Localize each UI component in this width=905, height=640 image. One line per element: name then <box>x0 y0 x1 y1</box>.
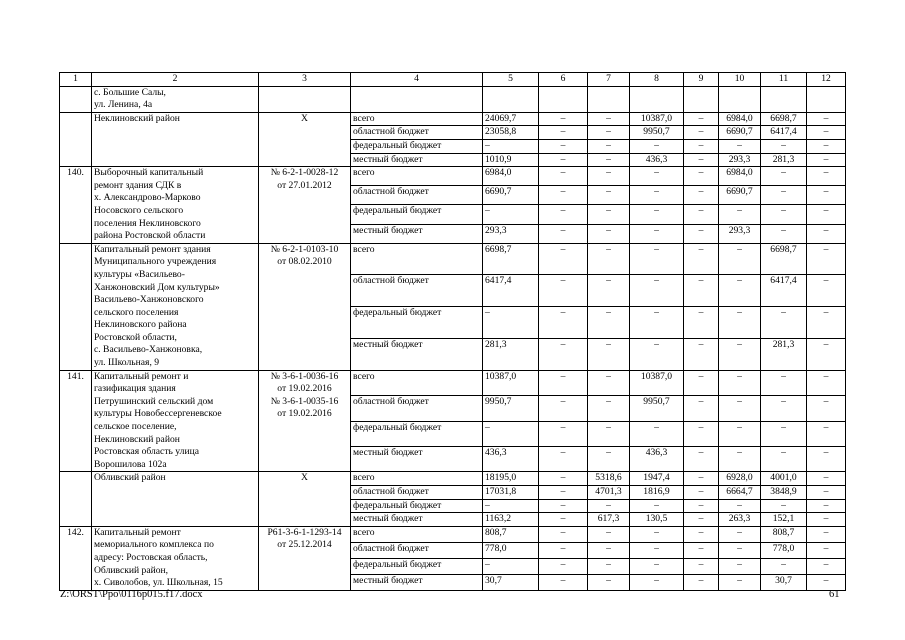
amount-cell: – <box>807 205 846 224</box>
header-cell: 8 <box>630 73 684 87</box>
amount-cell: – <box>630 542 684 558</box>
amount-cell: – <box>539 275 588 307</box>
header-cell: 1 <box>60 73 92 87</box>
amount-cell: – <box>807 421 846 446</box>
amount-cell: – <box>684 558 719 574</box>
amount-cell: 263,3 <box>719 513 761 527</box>
header-row <box>60 73 846 87</box>
item-number: 141. <box>60 370 92 472</box>
document-reference: X <box>259 112 351 166</box>
amount-cell: – <box>807 499 846 513</box>
funding-source: областной бюджет <box>351 486 483 500</box>
amount-cell: – <box>684 446 719 471</box>
amount-cell: – <box>539 243 588 275</box>
amount-cell: – <box>761 139 807 153</box>
amount-cell: 778,0 <box>483 542 539 558</box>
amount-cell: – <box>684 526 719 542</box>
amount-cell: – <box>630 243 684 275</box>
amount-cell: – <box>719 396 761 421</box>
amount-cell: – <box>539 499 588 513</box>
amount-cell: 808,7 <box>761 526 807 542</box>
amount-cell: – <box>807 112 846 126</box>
amount-cell: – <box>588 186 630 205</box>
amount-cell: – <box>630 558 684 574</box>
amount-cell: – <box>539 153 588 167</box>
amount-cell: – <box>588 542 630 558</box>
document-reference: Р61-3-6-1-1293-14 от 25.12.2014 <box>259 526 351 590</box>
amount-cell: 10387,0 <box>630 112 684 126</box>
amount-cell: – <box>719 275 761 307</box>
funding-source: всего <box>351 167 483 186</box>
amount-cell: – <box>588 167 630 186</box>
amount-cell: – <box>719 558 761 574</box>
amount-cell: – <box>588 139 630 153</box>
amount-cell: 130,5 <box>630 513 684 527</box>
table-cell <box>483 86 539 112</box>
amount-cell: – <box>539 370 588 395</box>
amount-cell: – <box>588 112 630 126</box>
table-row <box>60 167 846 186</box>
amount-cell: – <box>807 526 846 542</box>
amount-cell: – <box>684 499 719 513</box>
amount-cell: 4701,3 <box>588 486 630 500</box>
amount-cell: – <box>539 205 588 224</box>
document-reference: № 6-2-1-0028-12 от 27.01.2012 <box>259 167 351 244</box>
amount-cell: – <box>684 472 719 486</box>
amount-cell: – <box>807 446 846 471</box>
amount-cell: – <box>807 224 846 243</box>
amount-cell: – <box>807 542 846 558</box>
funding-source: областной бюджет <box>351 396 483 421</box>
amount-cell: – <box>630 275 684 307</box>
amount-cell: – <box>807 186 846 205</box>
amount-cell: – <box>807 558 846 574</box>
amount-cell: – <box>684 396 719 421</box>
footer-file-path: Z:\ORST\Ppo\0116p015.f17.docx <box>60 589 203 600</box>
amount-cell: – <box>588 205 630 224</box>
amount-cell: – <box>588 396 630 421</box>
amount-cell: – <box>761 205 807 224</box>
amount-cell: – <box>684 205 719 224</box>
amount-cell: – <box>539 574 588 590</box>
amount-cell: – <box>588 275 630 307</box>
amount-cell: – <box>807 243 846 275</box>
amount-cell: 6664,7 <box>719 486 761 500</box>
funding-source: всего <box>351 370 483 395</box>
amount-cell: 5318,6 <box>588 472 630 486</box>
funding-source: федеральный бюджет <box>351 499 483 513</box>
amount-cell: – <box>483 421 539 446</box>
amount-cell: 152,1 <box>761 513 807 527</box>
amount-cell: – <box>588 574 630 590</box>
item-number: 142. <box>60 526 92 590</box>
amount-cell: 281,3 <box>483 338 539 370</box>
object-name: Выборочный капитальный ремонт здания СДК в х. Александрово-Марково Носовского сельского поселения Неклиновского района Ростовской области <box>92 167 259 244</box>
amount-cell: – <box>684 275 719 307</box>
amount-cell: – <box>719 243 761 275</box>
header-cell: 11 <box>761 73 807 87</box>
amount-cell: 10387,0 <box>483 370 539 395</box>
funding-source: федеральный бюджет <box>351 139 483 153</box>
amount-cell: – <box>483 205 539 224</box>
header-cell: 2 <box>92 73 259 87</box>
funding-source: областной бюджет <box>351 126 483 140</box>
amount-cell: – <box>588 153 630 167</box>
object-name: Неклиновский район <box>92 112 259 166</box>
amount-cell: – <box>807 486 846 500</box>
amount-cell: 9950,7 <box>483 396 539 421</box>
amount-cell: 808,7 <box>483 526 539 542</box>
funding-source: федеральный бюджет <box>351 307 483 339</box>
amount-cell: 6417,4 <box>761 275 807 307</box>
amount-cell: 436,3 <box>630 446 684 471</box>
table-cell <box>539 86 588 112</box>
table-row <box>60 370 846 395</box>
table-cell <box>719 86 761 112</box>
amount-cell: – <box>761 446 807 471</box>
amount-cell: 6698,7 <box>761 112 807 126</box>
header-cell: 10 <box>719 73 761 87</box>
header-cell: 9 <box>684 73 719 87</box>
amount-cell: – <box>539 558 588 574</box>
amount-cell: 10387,0 <box>630 370 684 395</box>
amount-cell: – <box>630 526 684 542</box>
amount-cell: – <box>588 338 630 370</box>
amount-cell: – <box>588 370 630 395</box>
table-row <box>60 472 846 486</box>
amount-cell: 293,3 <box>719 224 761 243</box>
amount-cell: – <box>719 205 761 224</box>
amount-cell: – <box>483 139 539 153</box>
amount-cell: – <box>539 542 588 558</box>
amount-cell: – <box>630 421 684 446</box>
item-number <box>60 243 92 370</box>
table-row <box>60 526 846 542</box>
amount-cell: – <box>684 112 719 126</box>
amount-cell: 6690,7 <box>719 186 761 205</box>
item-number <box>60 112 92 166</box>
amount-cell: 3848,9 <box>761 486 807 500</box>
amount-cell: – <box>630 167 684 186</box>
amount-cell: – <box>761 307 807 339</box>
amount-cell: – <box>539 139 588 153</box>
amount-cell: – <box>539 526 588 542</box>
amount-cell: – <box>807 338 846 370</box>
amount-cell: – <box>539 167 588 186</box>
amount-cell: – <box>761 499 807 513</box>
amount-cell: 6690,7 <box>483 186 539 205</box>
amount-cell: – <box>684 224 719 243</box>
header-cell: 12 <box>807 73 846 87</box>
item-number <box>60 472 92 526</box>
funding-source: всего <box>351 472 483 486</box>
amount-cell: – <box>719 499 761 513</box>
amount-cell: – <box>684 486 719 500</box>
amount-cell: 9950,7 <box>630 396 684 421</box>
amount-cell: – <box>588 126 630 140</box>
amount-cell: – <box>684 574 719 590</box>
amount-cell: 293,3 <box>483 224 539 243</box>
amount-cell: – <box>684 186 719 205</box>
amount-cell: – <box>684 513 719 527</box>
amount-cell: – <box>539 338 588 370</box>
amount-cell: 30,7 <box>761 574 807 590</box>
amount-cell: 6698,7 <box>761 243 807 275</box>
amount-cell: – <box>539 186 588 205</box>
amount-cell: – <box>719 338 761 370</box>
amount-cell: 436,3 <box>483 446 539 471</box>
table-row <box>60 243 846 275</box>
amount-cell: 6928,0 <box>719 472 761 486</box>
funding-source: местный бюджет <box>351 446 483 471</box>
amount-cell: – <box>807 307 846 339</box>
amount-cell: 9950,7 <box>630 126 684 140</box>
item-number: 140. <box>60 167 92 244</box>
budget-table <box>59 72 846 591</box>
amount-cell: – <box>761 370 807 395</box>
amount-cell: – <box>630 139 684 153</box>
table-cell <box>684 86 719 112</box>
table-cell <box>351 86 483 112</box>
amount-cell: – <box>719 446 761 471</box>
amount-cell: 4001,0 <box>761 472 807 486</box>
amount-cell: – <box>588 558 630 574</box>
amount-cell: 1947,4 <box>630 472 684 486</box>
footer-page-number: 61 <box>829 589 840 600</box>
amount-cell: – <box>719 139 761 153</box>
amount-cell: – <box>684 126 719 140</box>
amount-cell: – <box>630 499 684 513</box>
amount-cell: – <box>719 421 761 446</box>
amount-cell: – <box>807 396 846 421</box>
amount-cell: – <box>630 186 684 205</box>
amount-cell: 778,0 <box>761 542 807 558</box>
amount-cell: 1163,2 <box>483 513 539 527</box>
amount-cell: – <box>807 139 846 153</box>
table-cell <box>60 86 92 112</box>
amount-cell: – <box>684 421 719 446</box>
header-cell: 7 <box>588 73 630 87</box>
funding-source: местный бюджет <box>351 574 483 590</box>
amount-cell: – <box>483 499 539 513</box>
table-cell <box>259 86 351 112</box>
amount-cell: – <box>630 574 684 590</box>
amount-cell: – <box>761 186 807 205</box>
amount-cell: 293,3 <box>719 153 761 167</box>
table-cell <box>761 86 807 112</box>
funding-source: федеральный бюджет <box>351 421 483 446</box>
funding-source: федеральный бюджет <box>351 558 483 574</box>
amount-cell: – <box>588 421 630 446</box>
amount-cell: – <box>684 243 719 275</box>
funding-source: областной бюджет <box>351 542 483 558</box>
amount-cell: – <box>539 486 588 500</box>
amount-cell: 6417,4 <box>483 275 539 307</box>
funding-source: всего <box>351 112 483 126</box>
amount-cell: – <box>539 396 588 421</box>
document-reference: № 6-2-1-0103-10 от 08.02.2010 <box>259 243 351 370</box>
funding-source: областной бюджет <box>351 275 483 307</box>
amount-cell: – <box>807 370 846 395</box>
amount-cell: 6690,7 <box>719 126 761 140</box>
amount-cell: – <box>761 224 807 243</box>
amount-cell: – <box>630 205 684 224</box>
table-cell <box>588 86 630 112</box>
amount-cell: – <box>588 243 630 275</box>
amount-cell: – <box>539 112 588 126</box>
document-reference: № 3-6-1-0036-16 от 19.02.2016 № 3-6-1-0035-16 от 19.02.2016 <box>259 370 351 472</box>
amount-cell: – <box>630 338 684 370</box>
header-cell: 4 <box>351 73 483 87</box>
object-name: Капитальный ремонт здания Муниципального учреждения культуры «Васильево- Ханжоновский Дом культуры» Васильево-Ханжоновского сельского поселения Неклиновского района Ростовской области, с. Васильево-Ханжоновка, ул. Школьная, 9 <box>92 243 259 370</box>
amount-cell: – <box>719 526 761 542</box>
header-cell: 5 <box>483 73 539 87</box>
amount-cell: – <box>719 370 761 395</box>
amount-cell: 6984,0 <box>719 167 761 186</box>
funding-source: федеральный бюджет <box>351 205 483 224</box>
amount-cell: 6417,4 <box>761 126 807 140</box>
amount-cell: – <box>684 153 719 167</box>
object-name: Капитальный ремонт и газификация здания Петрушинский сельский дом культуры Новобессергеневское сельское поселение, Неклиновский район Ростовская область улица Ворошилова 102а <box>92 370 259 472</box>
document-reference: X <box>259 472 351 526</box>
amount-cell: – <box>807 126 846 140</box>
table-cell <box>630 86 684 112</box>
amount-cell: – <box>807 513 846 527</box>
amount-cell: – <box>539 126 588 140</box>
amount-cell: 23058,8 <box>483 126 539 140</box>
amount-cell: – <box>588 526 630 542</box>
amount-cell: 6984,0 <box>483 167 539 186</box>
amount-cell: – <box>588 307 630 339</box>
funding-source: всего <box>351 526 483 542</box>
funding-source: местный бюджет <box>351 338 483 370</box>
amount-cell: 30,7 <box>483 574 539 590</box>
table-cell <box>807 86 846 112</box>
amount-cell: – <box>539 224 588 243</box>
amount-cell: 1010,9 <box>483 153 539 167</box>
amount-cell: – <box>539 446 588 471</box>
object-name: Капитальный ремонт мемориального комплекса по адресу: Ростовская область, Обливский район, х. Сиволобов, ул. Школьная, 15 <box>92 526 259 590</box>
amount-cell: 281,3 <box>761 153 807 167</box>
amount-cell: 281,3 <box>761 338 807 370</box>
amount-cell: – <box>807 153 846 167</box>
funding-source: всего <box>351 243 483 275</box>
amount-cell: – <box>483 558 539 574</box>
table-row <box>60 86 846 112</box>
amount-cell: – <box>630 307 684 339</box>
amount-cell: 1816,9 <box>630 486 684 500</box>
amount-cell: – <box>483 307 539 339</box>
amount-cell: – <box>761 396 807 421</box>
amount-cell: – <box>761 558 807 574</box>
amount-cell: – <box>588 224 630 243</box>
amount-cell: – <box>684 167 719 186</box>
funding-source: областной бюджет <box>351 186 483 205</box>
header-cell: 3 <box>259 73 351 87</box>
amount-cell: 18195,0 <box>483 472 539 486</box>
funding-source: местный бюджет <box>351 153 483 167</box>
amount-cell: – <box>684 370 719 395</box>
amount-cell: – <box>719 574 761 590</box>
amount-cell: 436,3 <box>630 153 684 167</box>
amount-cell: – <box>588 446 630 471</box>
funding-source: местный бюджет <box>351 224 483 243</box>
amount-cell: – <box>684 139 719 153</box>
amount-cell: 617,3 <box>588 513 630 527</box>
amount-cell: 17031,8 <box>483 486 539 500</box>
table-row <box>60 112 846 126</box>
amount-cell: – <box>719 307 761 339</box>
amount-cell: – <box>684 338 719 370</box>
amount-cell: – <box>807 275 846 307</box>
amount-cell: 6984,0 <box>719 112 761 126</box>
amount-cell: 6698,7 <box>483 243 539 275</box>
object-name: Обливский район <box>92 472 259 526</box>
amount-cell: – <box>719 542 761 558</box>
amount-cell: – <box>539 421 588 446</box>
amount-cell: – <box>761 167 807 186</box>
amount-cell: – <box>539 472 588 486</box>
amount-cell: – <box>807 574 846 590</box>
header-cell: 6 <box>539 73 588 87</box>
table-cell: с. Большие Салы, ул. Ленина, 4а <box>92 86 259 112</box>
amount-cell: – <box>684 542 719 558</box>
amount-cell: – <box>807 472 846 486</box>
amount-cell: – <box>761 421 807 446</box>
amount-cell: – <box>588 499 630 513</box>
amount-cell: – <box>630 224 684 243</box>
amount-cell: – <box>539 513 588 527</box>
amount-cell: – <box>684 307 719 339</box>
amount-cell: – <box>539 307 588 339</box>
funding-source: местный бюджет <box>351 513 483 527</box>
amount-cell: 24069,7 <box>483 112 539 126</box>
amount-cell: – <box>807 167 846 186</box>
